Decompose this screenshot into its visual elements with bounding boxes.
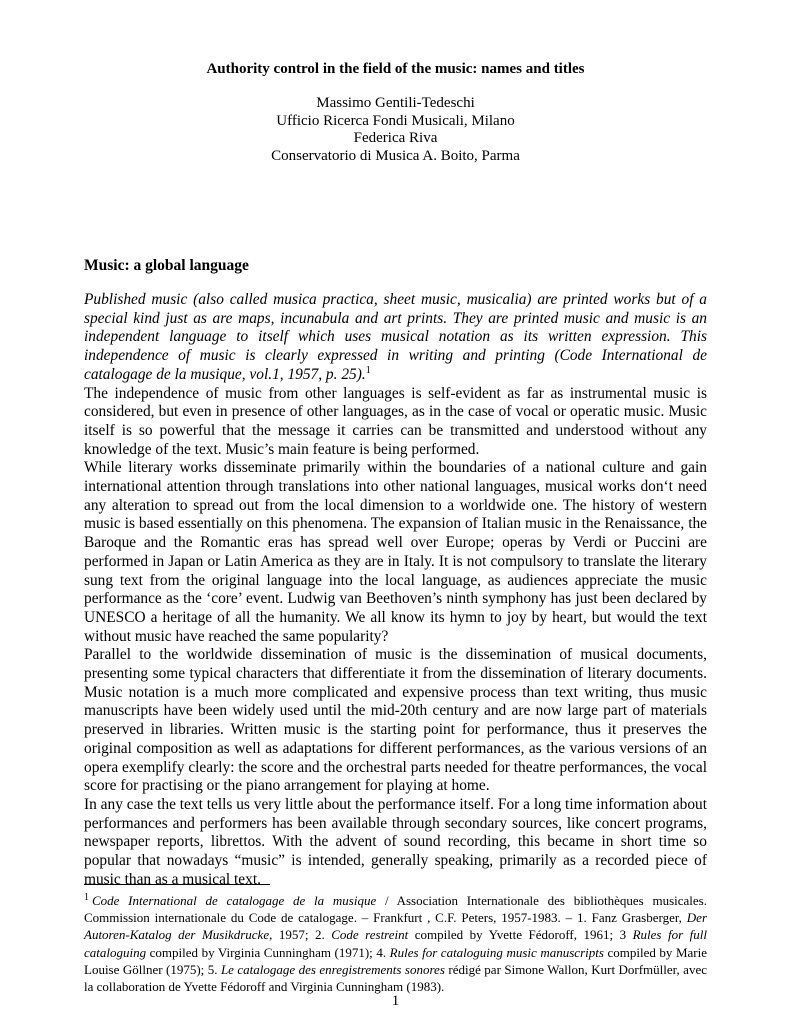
footnote-segment: compiled by Yvette Fédoroff, 1961; 3 (408, 927, 633, 943)
footnote-title: Der Autoren-Katalog der Musikdrucke (84, 910, 707, 943)
author-affiliation: Conservatorio di Musica A. Boito, Parma (271, 147, 520, 164)
footnote-divider (84, 884, 270, 885)
footnote-title: Code International de catalogage de la musique (92, 893, 377, 908)
paper-title: Authority control in the field of the music: names and titles (206, 61, 585, 77)
footnote-title: Le catalogage des enregistrements sonores (220, 961, 445, 977)
body-paragraph: In any case the text tells us very little about the performance itself. For a long time information about performances and performers has been available through secondary sources, like concert programs, newspaper reports, librettos. With the advent of sound recording, this became in short time so popular that nowadays “music” is intended, generally speaking, primarily as a recorded piece of music than as a musical text. (84, 795, 707, 888)
author-name: Federica Riva (353, 130, 438, 146)
body-paragraph: The independence of music from other languages is self-evident as far as instrumental music is considered, but even in presence of other languages, as in the case of vocal or operatic music. Music itself is so powerful that the message it carries can be transmitted and understood without any knowledge of the text. Music’s main feature is being performed. (84, 384, 707, 458)
footnote-title: Rules for full cataloguing (84, 927, 707, 960)
body-text (84, 291, 707, 890)
footnote-segment: rédigé par Simone Wallon, Kurt Dorfmüller, avec la collaboration de Yvette Fédoroff and Virginia Cunningham (1983). (84, 961, 707, 995)
footnote-title: Code restreint (331, 927, 409, 943)
body-paragraph: While literary works disseminate primarily within the boundaries of a national culture and gain international attention through translations into other national languages, musical works don‘t need any alteration to spread out from the local dimension to a worldwide one. The history of western music is based essentially on this phenomena. The expansion of Italian music in the Renaissance, the Baroque and the Romantic eras has spread well over Europe; operas by Verdi or Puccini are performed in Japan or Latin America as they are in Italy. It is not compulsory to translate the literary sung text from the original language into the local language, as audiences appreciate the music performance as the ‘core’ event. Ludwig van Beethoven’s ninth symphony has just been declared by UNESCO a heritage of all the humanity. We all know its hymn to joy by heart, but would the text without music have reached the same popularity? (84, 459, 707, 645)
intro-paragraph (84, 291, 707, 385)
section-heading: Music: a global language (84, 257, 249, 274)
footnote-segment: / Association Internationale des bibliothèques musicales. Commission internationale du Code de catalogage. – Frankfurt , C.F. Peters, 1957-1983. – 1. Fanz Grasberger, (84, 893, 707, 926)
footnote-segment: compiled by Marie Louise Göllner (1975); 5. (84, 944, 708, 977)
footnote-segment: , 1957; 2. (269, 927, 332, 943)
intro-text: Published music (also called musica practica, sheet music, musicalia) are printed works but of a special kind just as are maps, incunabula and art prints. They are printed music and music is an independent language to itself which uses musical notation as its written expression. This independence of music is clearly expressed in writing and printing (Code International de catalogage de la musique, vol.1, 1957, p. 25). (84, 291, 707, 383)
footnote-ref: 1 (365, 364, 371, 376)
author-name: Massimo Gentili-Tedeschi (316, 95, 475, 111)
footnote-segment: compiled by Virginia Cunningham (1971); 4. (146, 944, 390, 960)
footnote-title: Rules for cataloguing music manuscripts (389, 944, 604, 960)
footnote-number: 1 (84, 891, 89, 903)
author-block (0, 95, 791, 165)
page-number: 1 (391, 993, 400, 1009)
footnote (84, 892, 707, 995)
author-affiliation: Ufficio Ricerca Fondi Musicali, Milano (276, 112, 515, 129)
body-paragraph: Parallel to the worldwide dissemination of music is the dissemination of musical documents, presenting some typical characters that differentiate it from the dissemination of literary documents. Music notation is a much more complicated and expensive process than text writing, thus music manuscripts have been widely used until the mid-20th century and are now large part of materials preserved in libraries. Written music is the starting point for performance, thus it preserves the original composition as well as adaptations for different performances, as the various versions of an opera exemplify clearly: the score and the orchestral parts needed for theatre performances, the vocal score for practising or the piano arrangement for playing at home. (84, 646, 707, 795)
footnote-text (84, 893, 707, 994)
